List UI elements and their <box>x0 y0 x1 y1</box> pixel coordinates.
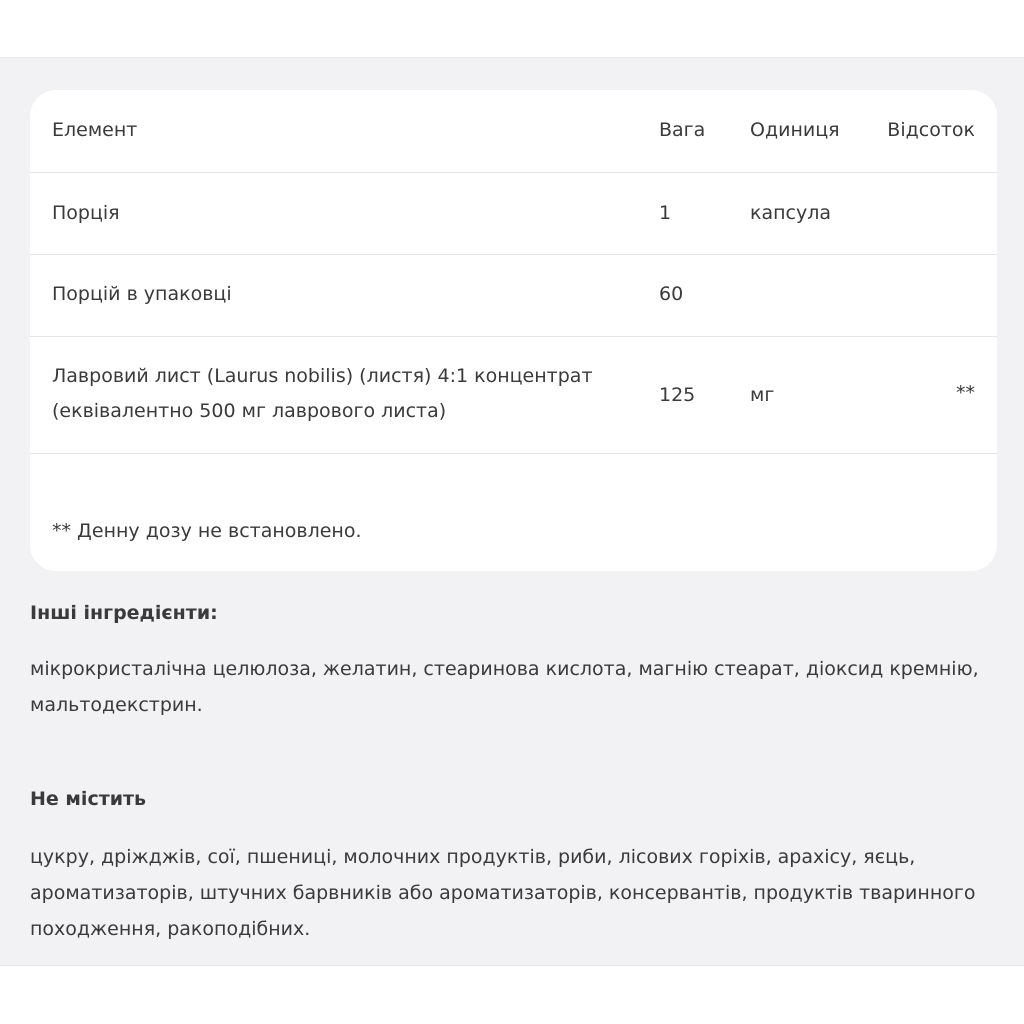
row-serving-name: Порція <box>52 202 120 224</box>
header-percent: Відсоток <box>887 119 975 141</box>
header-weight: Вага <box>659 119 706 141</box>
does-not-contain-line: походження, ракоподібних. <box>30 918 311 940</box>
row-bay-leaf-weight: 125 <box>659 384 696 406</box>
row-servings-per-pack-weight: 60 <box>659 283 684 305</box>
does-not-contain-title: Не містить <box>30 788 147 810</box>
row-serving-weight: 1 <box>659 202 672 224</box>
other-ingredients-line: мальтодекстрин. <box>30 694 203 716</box>
row-bay-leaf-name-line2: (еквівалентно 500 мг лаврового листа) <box>52 400 447 422</box>
other-ingredients-text <box>30 651 994 723</box>
row-bay-leaf-unit: мг <box>750 384 775 406</box>
row-servings-per-pack-name: Порцій в упаковці <box>52 283 232 305</box>
header-unit: Одиниця <box>750 119 840 141</box>
header-element: Елемент <box>52 119 138 141</box>
table-row <box>30 255 997 337</box>
does-not-contain-line: цукру, дріжджів, сої, пшениці, молочних продуктів, риби, лісових горіхів, арахісу, яєць, <box>30 846 916 868</box>
row-bay-leaf-name-line1: Лавровий лист (Laurus nobilis) (листя) 4:1 концентрат <box>52 365 593 387</box>
table-header-row <box>30 90 997 173</box>
table-row <box>30 173 997 255</box>
table-row <box>30 337 997 454</box>
does-not-contain-text <box>30 839 994 947</box>
row-bay-leaf-percent: ** <box>956 382 975 404</box>
table-footnote: ** Денну дозу не встановлено. <box>52 520 362 542</box>
other-ingredients-line: мікрокристалічна целюлоза, желатин, стеаринова кислота, магнію стеарат, діоксид кремнію, <box>30 658 979 680</box>
row-serving-unit: капсула <box>750 202 832 224</box>
other-ingredients-title: Інші інгредієнти: <box>30 602 218 624</box>
supplement-facts-table <box>30 90 997 571</box>
does-not-contain-line: ароматизаторів, штучних барвників або ароматизаторів, консервантів, продуктів тваринного <box>30 882 976 904</box>
